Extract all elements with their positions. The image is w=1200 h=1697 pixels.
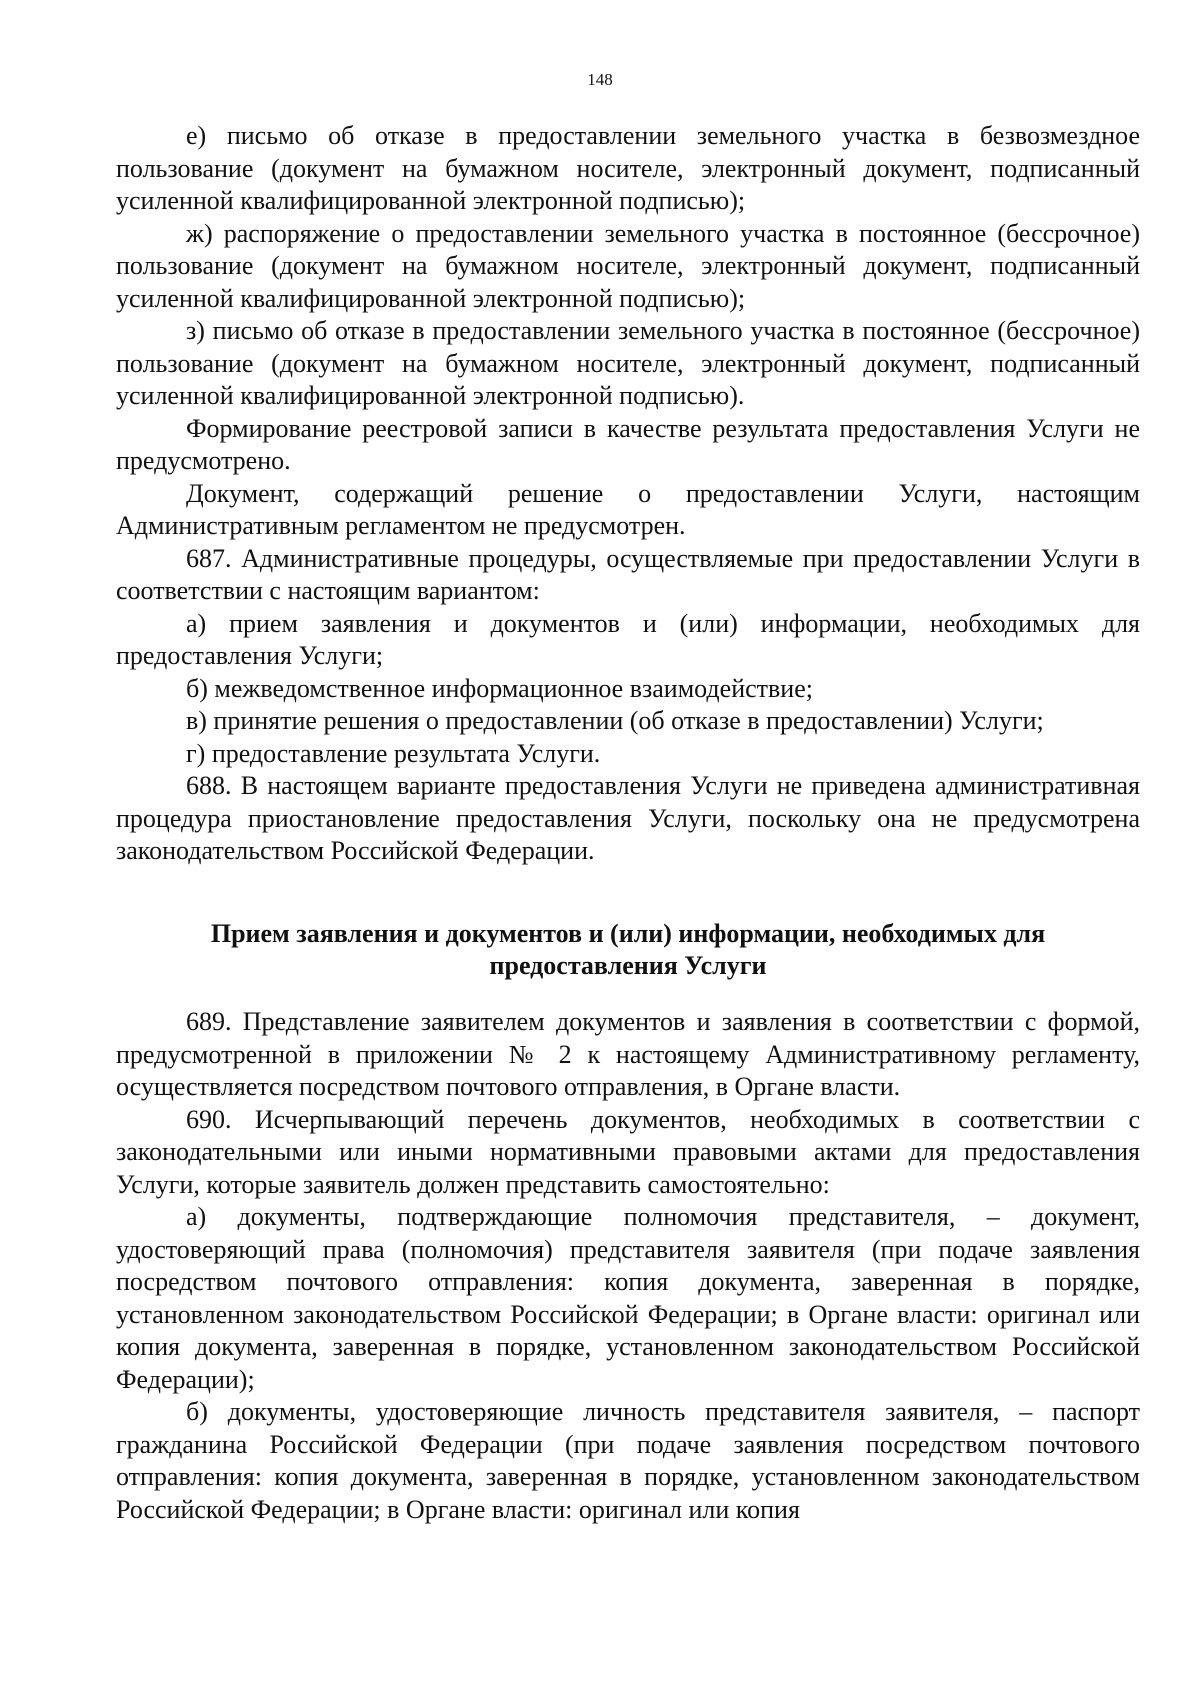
paragraph-item-zh: ж) распоряжение о предоставлении земельного участка в постоянное (бессрочное) пользование (документ на бумажном носителе, электронный документ, подписанный усиленной квалифицированной электронной подписью);	[116, 218, 1140, 313]
section-heading: Прием заявления и документов и (или) информации, необходимых для предоставления Услуги	[210, 919, 1046, 980]
paragraph-689: 689. Представление заявителем документов и заявления в соответствии с формой, предусмотренной в приложении № 2 к настоящему Административному регламенту, осуществляется посредством почтового отправления, в Органе власти.	[116, 1007, 1140, 1101]
text-block-after-heading	[116, 1006, 1140, 1526]
paragraph-decision-document: Документ, содержащий решение о предоставлении Услуги, настоящим Административным регламентом не предусмотрен.	[116, 478, 1140, 540]
list-item-g: г) предоставление результата Услуги.	[186, 738, 601, 768]
paragraph-688: 688. В настоящем варианте предоставления Услуги не приведена административная процедура приостановление предоставления Услуги, поскольку она не предусмотрена законодательством Российской Федерации.	[116, 771, 1140, 865]
paragraph-item-z: з) письмо об отказе в предоставлении земельного участка в постоянное (бессрочное) пользование (документ на бумажном носителе, электронный документ, подписанный усиленной квалифицированной электронной подписью).	[116, 316, 1140, 410]
list-item-b-documents: б) документы, удостоверяющие личность представителя заявителя, – паспорт гражданина Российской Федерации (при подаче заявления посредством почтового отправления: копия документа, заверенная в порядке, установленном законодательством Российской Федерации; в Органе власти: оригинал или копия	[116, 1397, 1140, 1524]
list-item-b: б) межведомственное информационное взаимодействие;	[186, 673, 813, 703]
list-item-a-documents: а) документы, подтверждающие полномочия представителя, – документ, удостоверяющий права (полномочия) представителя заявителя (при подаче заявления посредством почтового отправления: копия документа, заверенная в порядке, установленном законодательством Российской Федерации; в Органе власти: оригинал или копия документа, заверенная в порядке, установленном законодательством Российской Федерации);	[116, 1202, 1140, 1394]
text-block-before-heading	[116, 120, 1140, 868]
page-number: 148	[587, 70, 613, 89]
paragraph-registry-record: Формирование реестровой записи в качестве результата предоставления Услуги не предусмотрено.	[116, 413, 1140, 475]
paragraph-687: 687. Административные процедуры, осуществляемые при предоставлении Услуги в соответствии с настоящим вариантом:	[116, 543, 1140, 605]
list-item-a: а) прием заявления и документов и (или) информации, необходимых для предоставления Услуги;	[116, 608, 1140, 670]
paragraph-item-e: е) письмо об отказе в предоставлении земельного участка в безвозмездное пользование (документ на бумажном носителе, электронный документ, подписанный усиленной квалифицированной электронной подписью);	[116, 121, 1140, 215]
paragraph-690: 690. Исчерпывающий перечень документов, необходимых в соответствии с законодательными или иными нормативными правовыми актами для предоставления Услуги, которые заявитель должен представить самостоятельно:	[116, 1104, 1140, 1199]
list-item-v: в) принятие решения о предоставлении (об отказе в предоставлении) Услуги;	[186, 706, 1044, 735]
